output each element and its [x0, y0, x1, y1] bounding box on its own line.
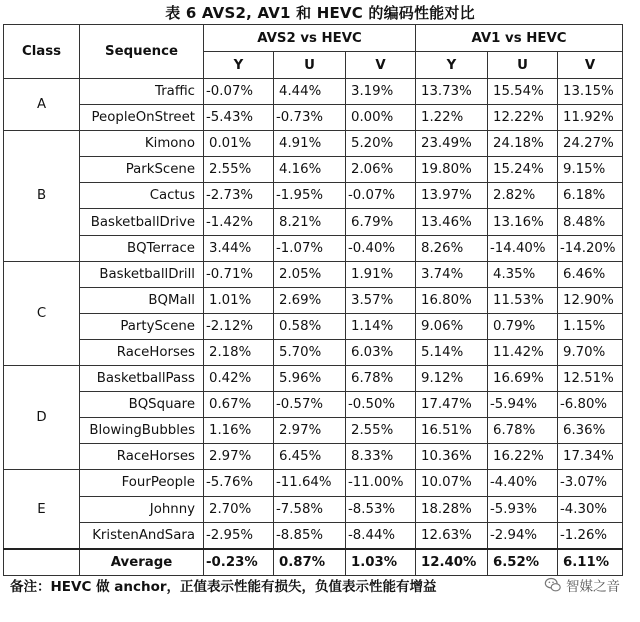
value-cell: 2.55% — [204, 157, 274, 183]
value-cell: 5.20% — [346, 131, 416, 157]
table-row — [4, 339, 623, 365]
value-cell: -0.07% — [204, 79, 274, 105]
value-cell: 18.28% — [416, 496, 488, 522]
header-avs2-vs-hevc: AVS2 vs HEVC — [204, 25, 416, 52]
table-row — [4, 105, 623, 131]
average-row — [4, 549, 623, 576]
value-cell: -0.07% — [346, 183, 416, 209]
table-title: 表 6 AVS2, AV1 和 HEVC 的编码性能对比 — [165, 4, 475, 22]
value-cell: 0.79% — [488, 313, 558, 339]
value-cell: 13.97% — [416, 183, 488, 209]
value-cell: 10.07% — [416, 470, 488, 496]
value-cell: -5.93% — [488, 496, 558, 522]
header-u: U — [488, 52, 558, 79]
value-cell: 23.49% — [416, 131, 488, 157]
average-value-cell: 12.40% — [416, 549, 488, 576]
sequence-cell: Johnny — [80, 496, 204, 522]
average-value-cell: 0.87% — [274, 549, 346, 576]
value-cell: 2.70% — [204, 496, 274, 522]
value-cell: 17.47% — [416, 392, 488, 418]
value-cell: 2.55% — [346, 418, 416, 444]
value-cell: -4.40% — [488, 470, 558, 496]
sequence-cell: BQSquare — [80, 392, 204, 418]
value-cell: -1.42% — [204, 209, 274, 235]
value-cell: 1.91% — [346, 261, 416, 287]
value-cell: 10.36% — [416, 444, 488, 470]
header-u: U — [274, 52, 346, 79]
value-cell: 6.18% — [558, 183, 623, 209]
value-cell: -1.26% — [558, 522, 623, 549]
class-cell: E — [4, 470, 80, 549]
value-cell: -0.40% — [346, 235, 416, 261]
value-cell: -11.64% — [274, 470, 346, 496]
value-cell: 2.97% — [204, 444, 274, 470]
sequence-cell: Kimono — [80, 131, 204, 157]
value-cell: 3.74% — [416, 261, 488, 287]
average-value-cell: 1.03% — [346, 549, 416, 576]
header-sequence: Sequence — [80, 25, 204, 79]
sequence-cell: ParkScene — [80, 157, 204, 183]
value-cell: -8.85% — [274, 522, 346, 549]
sequence-cell: RaceHorses — [80, 339, 204, 365]
value-cell: -6.80% — [558, 392, 623, 418]
performance-table — [3, 24, 623, 576]
value-cell: 0.01% — [204, 131, 274, 157]
value-cell: -8.44% — [346, 522, 416, 549]
value-cell: -2.94% — [488, 522, 558, 549]
value-cell: 1.15% — [558, 313, 623, 339]
table-row — [4, 131, 623, 157]
brand-name: 智媒之音 — [566, 579, 620, 595]
value-cell: 12.22% — [488, 105, 558, 131]
value-cell: 0.67% — [204, 392, 274, 418]
header-v: V — [558, 52, 623, 79]
table-row — [4, 261, 623, 287]
value-cell: 6.03% — [346, 339, 416, 365]
value-cell: -0.73% — [274, 105, 346, 131]
value-cell: 3.19% — [346, 79, 416, 105]
sequence-cell: BasketballDrive — [80, 209, 204, 235]
table-row — [4, 522, 623, 549]
table-row — [4, 418, 623, 444]
header-v: V — [346, 52, 416, 79]
sequence-cell: FourPeople — [80, 470, 204, 496]
value-cell: 16.80% — [416, 287, 488, 313]
table-body — [4, 79, 623, 576]
value-cell: 4.44% — [274, 79, 346, 105]
value-cell: -2.95% — [204, 522, 274, 549]
value-cell: 15.24% — [488, 157, 558, 183]
value-cell: 4.35% — [488, 261, 558, 287]
value-cell: 0.58% — [274, 313, 346, 339]
average-value-cell: 6.52% — [488, 549, 558, 576]
value-cell: 5.96% — [274, 366, 346, 392]
average-label: Average — [80, 549, 204, 576]
value-cell: 13.16% — [488, 209, 558, 235]
table-row — [4, 79, 623, 105]
table-row — [4, 287, 623, 313]
value-cell: -5.43% — [204, 105, 274, 131]
value-cell: 24.18% — [488, 131, 558, 157]
value-cell: 12.51% — [558, 366, 623, 392]
value-cell: 12.63% — [416, 522, 488, 549]
table-row — [4, 470, 623, 496]
value-cell: -0.71% — [204, 261, 274, 287]
value-cell: 2.06% — [346, 157, 416, 183]
value-cell: 2.05% — [274, 261, 346, 287]
value-cell: 2.97% — [274, 418, 346, 444]
value-cell: 11.53% — [488, 287, 558, 313]
value-cell: 4.16% — [274, 157, 346, 183]
sequence-cell: Cactus — [80, 183, 204, 209]
sequence-cell: RaceHorses — [80, 444, 204, 470]
value-cell: 15.54% — [488, 79, 558, 105]
value-cell: 3.44% — [204, 235, 274, 261]
sequence-cell: Traffic — [80, 79, 204, 105]
value-cell: 2.18% — [204, 339, 274, 365]
value-cell: 9.70% — [558, 339, 623, 365]
value-cell: 5.14% — [416, 339, 488, 365]
value-cell: 13.46% — [416, 209, 488, 235]
value-cell: 16.69% — [488, 366, 558, 392]
value-cell: 9.15% — [558, 157, 623, 183]
value-cell: 24.27% — [558, 131, 623, 157]
value-cell: 2.69% — [274, 287, 346, 313]
table-row — [4, 366, 623, 392]
value-cell: -14.20% — [558, 235, 623, 261]
sequence-cell: BQMall — [80, 287, 204, 313]
average-value-cell: 6.11% — [558, 549, 623, 576]
header-y: Y — [416, 52, 488, 79]
table-row — [4, 496, 623, 522]
table-row — [4, 444, 623, 470]
value-cell: 16.51% — [416, 418, 488, 444]
value-cell: 16.22% — [488, 444, 558, 470]
value-cell: 8.33% — [346, 444, 416, 470]
value-cell: -14.40% — [488, 235, 558, 261]
sequence-cell: BQTerrace — [80, 235, 204, 261]
value-cell: 1.22% — [416, 105, 488, 131]
average-value-cell: -0.23% — [204, 549, 274, 576]
class-cell: D — [4, 366, 80, 470]
value-cell: 9.06% — [416, 313, 488, 339]
value-cell: -1.95% — [274, 183, 346, 209]
value-cell: 6.78% — [346, 366, 416, 392]
value-cell: 11.42% — [488, 339, 558, 365]
value-cell: -8.53% — [346, 496, 416, 522]
value-cell: 1.01% — [204, 287, 274, 313]
value-cell: 2.82% — [488, 183, 558, 209]
header-class: Class — [4, 25, 80, 79]
value-cell: -7.58% — [274, 496, 346, 522]
sequence-cell: KristenAndSara — [80, 522, 204, 549]
wechat-icon — [544, 576, 562, 594]
value-cell: 11.92% — [558, 105, 623, 131]
value-cell: 6.46% — [558, 261, 623, 287]
value-cell: 6.78% — [488, 418, 558, 444]
value-cell: 6.45% — [274, 444, 346, 470]
average-class-cell — [4, 549, 80, 576]
value-cell: -5.94% — [488, 392, 558, 418]
value-cell: -2.73% — [204, 183, 274, 209]
value-cell: 1.14% — [346, 313, 416, 339]
table-row — [4, 157, 623, 183]
value-cell: 13.15% — [558, 79, 623, 105]
sequence-cell: BlowingBubbles — [80, 418, 204, 444]
brand-watermark — [544, 575, 620, 595]
value-cell: -3.07% — [558, 470, 623, 496]
value-cell: -0.50% — [346, 392, 416, 418]
sequence-cell: BasketballDrill — [80, 261, 204, 287]
table-row — [4, 209, 623, 235]
value-cell: 13.73% — [416, 79, 488, 105]
value-cell: 19.80% — [416, 157, 488, 183]
table-row — [4, 313, 623, 339]
sequence-cell: BasketballPass — [80, 366, 204, 392]
value-cell: 8.48% — [558, 209, 623, 235]
value-cell: -0.57% — [274, 392, 346, 418]
value-cell: -5.76% — [204, 470, 274, 496]
value-cell: 4.91% — [274, 131, 346, 157]
class-cell: C — [4, 261, 80, 365]
sequence-cell: PartyScene — [80, 313, 204, 339]
header-y: Y — [204, 52, 274, 79]
value-cell: 1.16% — [204, 418, 274, 444]
value-cell: -1.07% — [274, 235, 346, 261]
value-cell: 17.34% — [558, 444, 623, 470]
header-av1-vs-hevc: AV1 vs HEVC — [416, 25, 623, 52]
class-cell: B — [4, 131, 80, 261]
value-cell: 3.57% — [346, 287, 416, 313]
sequence-cell: PeopleOnStreet — [80, 105, 204, 131]
value-cell: -2.12% — [204, 313, 274, 339]
footnote: 备注：HEVC 做 anchor，正值表示性能有损失，负值表示性能有增益 — [10, 579, 437, 595]
class-cell: A — [4, 79, 80, 131]
value-cell: 5.70% — [274, 339, 346, 365]
table-row — [4, 392, 623, 418]
value-cell: 12.90% — [558, 287, 623, 313]
value-cell: 0.00% — [346, 105, 416, 131]
value-cell: 8.26% — [416, 235, 488, 261]
value-cell: -4.30% — [558, 496, 623, 522]
value-cell: 6.79% — [346, 209, 416, 235]
value-cell: 8.21% — [274, 209, 346, 235]
table-row — [4, 183, 623, 209]
value-cell: 0.42% — [204, 366, 274, 392]
value-cell: 6.36% — [558, 418, 623, 444]
table-row — [4, 235, 623, 261]
value-cell: -11.00% — [346, 470, 416, 496]
value-cell: 9.12% — [416, 366, 488, 392]
